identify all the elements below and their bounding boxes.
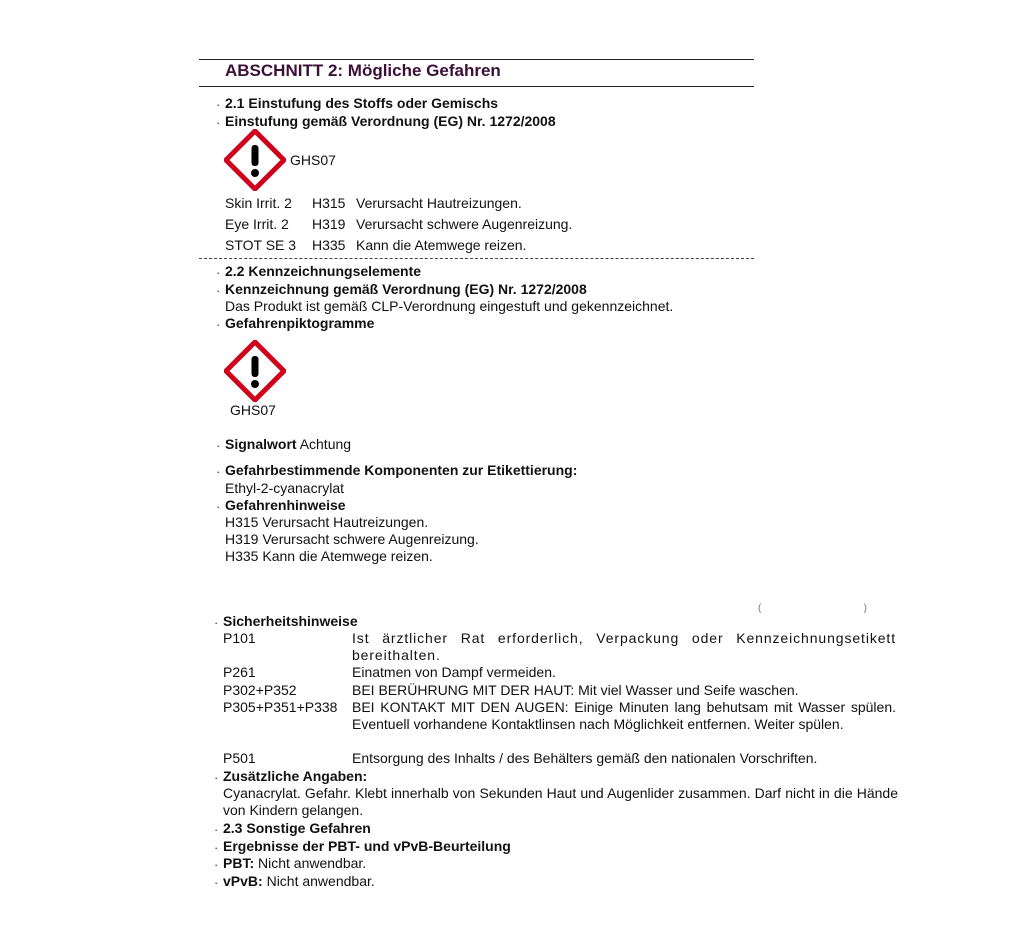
precaution-code: P501: [223, 750, 256, 766]
hazard-statement: H335 Kann die Atemwege reizen.: [225, 548, 433, 564]
precaution-text: Einatmen von Dampf vermeiden.: [352, 664, 556, 680]
signal-word-label: Signalwort: [225, 436, 297, 452]
bullet-dot: ·: [216, 265, 221, 280]
hazard-statement: H315 Verursacht Hautreizungen.: [225, 514, 429, 530]
bullet-dot: ·: [216, 317, 221, 332]
precaution-text: Entsorgung des Inhalts / des Behälters gemäß den nationalen Vorschriften.: [352, 750, 818, 766]
classification-regulation: Einstufung gemäß Verordnung (EG) Nr. 1272/2008: [225, 113, 556, 129]
section-title: ABSCHNITT 2: Mögliche Gefahren: [225, 61, 501, 80]
precaution-text: BEI KONTAKT MIT DEN AUGEN: Einige Minuten lang behutsam mit Wasser spülen. Eventuell vorhandene Kontaktlinsen nach Möglichkeit entfernen. Weiter spülen.: [352, 699, 896, 732]
pictogram-label: GHS07: [230, 402, 276, 418]
hazard-text: Verursacht schwere Augenreizung.: [356, 216, 573, 232]
vpvb-value: Nicht anwendbar.: [266, 873, 375, 889]
bullet-dot: ·: [216, 438, 221, 453]
hazard-text: Kann die Atemwege reizen.: [356, 237, 527, 253]
hazard-code: H335: [312, 237, 346, 253]
pictogram-label: GHS07: [290, 152, 336, 168]
pbt-value: Nicht anwendbar.: [258, 855, 367, 871]
signal-word: [225, 436, 351, 453]
top-rule: [199, 59, 754, 60]
hazard-text: Verursacht Hautreizungen.: [356, 195, 522, 211]
pbt-assessment-heading: Ergebnisse der PBT- und vPvB-Beurteilung: [223, 838, 511, 854]
precaution-code: P261: [223, 664, 256, 680]
precaution-text: BEI BERÜHRUNG MIT DER HAUT: Mit viel Wasser und Seife waschen.: [352, 682, 799, 698]
page-break-artifact: ( ): [758, 603, 870, 614]
bullet-dot: ·: [216, 115, 221, 130]
bullet-dot: ·: [214, 857, 219, 872]
ghs07-exclamation-icon: [224, 340, 286, 402]
component-name: Ethyl-2-cyanacrylat: [225, 480, 345, 496]
heading-2-1: 2.1 Einstufung des Stoffs oder Gemischs: [225, 95, 499, 111]
bullet-dot: ·: [214, 840, 219, 855]
bullet-dot: ·: [214, 770, 219, 785]
bullet-dot: ·: [214, 875, 219, 890]
precaution-text: Ist ärztlicher Rat erforderlich, Verpackung oder Kennzeichnungsetikett bereithalten.: [352, 630, 896, 663]
vpvb-label: vPvB:: [223, 873, 263, 889]
precautions-heading: Sicherheitshinweise: [223, 613, 358, 629]
hazard-class: Eye Irrit. 2: [225, 216, 289, 232]
heading-2-2: 2.2 Kennzeichnungselemente: [225, 263, 422, 279]
hazard-code: H319: [312, 216, 346, 232]
pbt-label: PBT:: [223, 855, 255, 871]
labelling-regulation: Kennzeichnung gemäß Verordnung (EG) Nr. 1272/2008: [225, 281, 587, 297]
additional-info-heading: Zusätzliche Angaben:: [223, 768, 368, 784]
title-rule: [199, 86, 754, 87]
pictograms-heading: Gefahrenpiktogramme: [225, 315, 375, 331]
bullet-dot: ·: [214, 822, 219, 837]
precaution-code: P305+P351+P338: [223, 699, 338, 715]
signal-word-value: Achtung: [299, 436, 352, 452]
additional-info-text: Cyanacrylat. Gefahr. Klebt innerhalb von Sekunden Haut und Augenlider zusammen. Darf nicht in die Hände von Kindern gelangen.: [223, 785, 898, 818]
bullet-dot: ·: [216, 97, 221, 112]
hazard-statements-heading: Gefahrenhinweise: [225, 497, 346, 513]
vpvb-result: [223, 873, 375, 890]
bullet-dot: ·: [216, 283, 221, 298]
bullet-dot: ·: [216, 499, 221, 514]
bullet-dot: ·: [216, 464, 221, 479]
ghs07-exclamation-icon: [224, 129, 286, 191]
hazard-statement: H319 Verursacht schwere Augenreizung.: [225, 531, 479, 547]
components-heading: Gefahrbestimmende Komponenten zur Etikettierung:: [225, 462, 578, 478]
hazard-class: STOT SE 3: [225, 237, 297, 253]
hazard-class: Skin Irrit. 2: [225, 195, 292, 211]
pbt-result: [223, 855, 366, 872]
bullet-dot: ·: [214, 615, 219, 630]
precaution-code: P302+P352: [223, 682, 297, 698]
section-divider: [199, 258, 754, 259]
hazard-code: H315: [312, 195, 346, 211]
precaution-code: P101: [223, 630, 256, 646]
heading-2-3: 2.3 Sonstige Gefahren: [223, 820, 371, 836]
clp-note: Das Produkt ist gemäß CLP-Verordnung eingestuft und gekennzeichnet.: [225, 298, 674, 314]
